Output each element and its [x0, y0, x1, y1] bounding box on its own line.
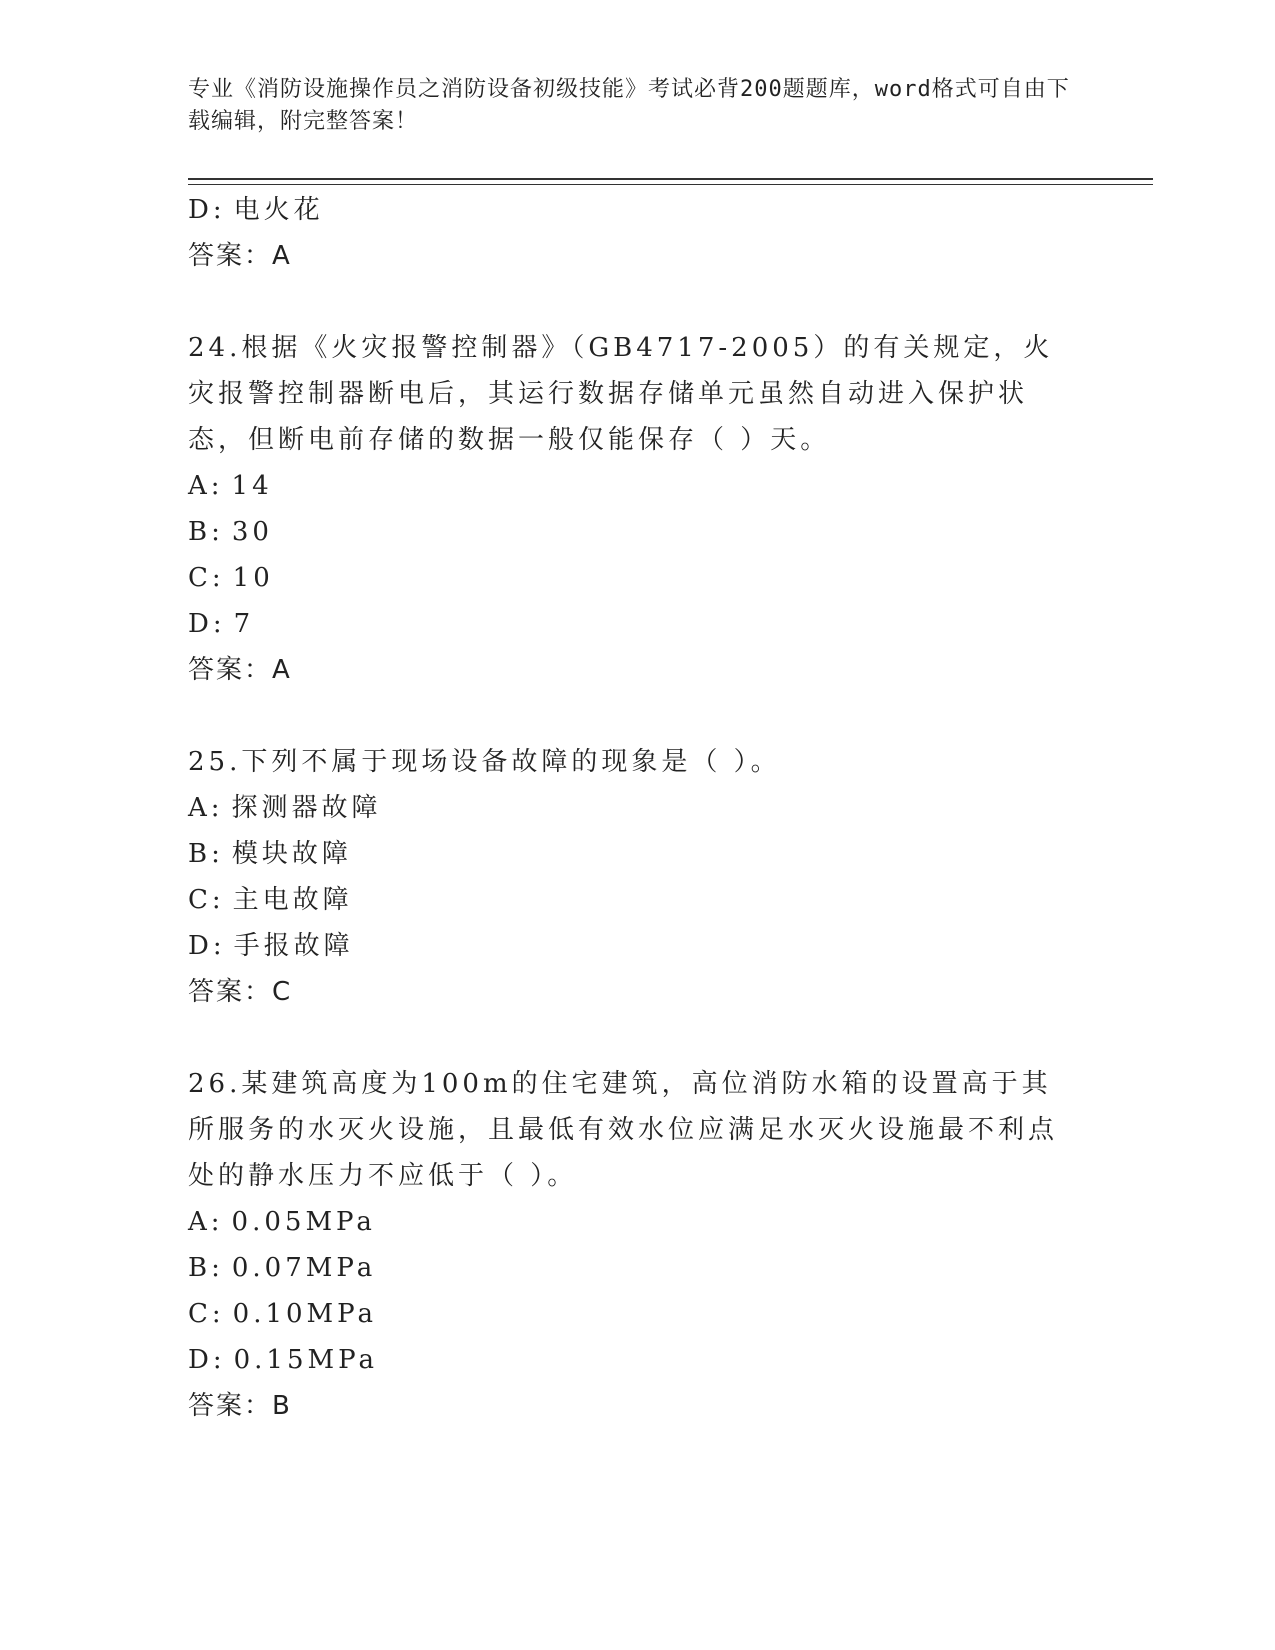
question-stem: 24.根据《火灾报警控制器》（GB4717-2005）的有关规定，火灾报警控制器断电后，其运行数据存储单元虽然自动进入保护状态，但断电前存储的数据一般仅能保存（ ）天。: [188, 333, 1054, 455]
option-text: 0.05MPa: [231, 1207, 376, 1237]
option-text: 30: [231, 517, 273, 547]
continuation-option-d: [188, 187, 1068, 233]
option-key: D:: [188, 1345, 226, 1375]
spacer: [188, 279, 1068, 325]
option-key: D:: [188, 609, 226, 639]
question-answer: 答案：A: [188, 655, 292, 685]
option-key: D:: [188, 931, 226, 961]
header-rule-thick: [188, 178, 1153, 180]
option-key: B:: [188, 1253, 224, 1283]
option-d: [188, 923, 1068, 969]
continuation-answer: 答案：A: [188, 241, 292, 271]
option-c: [188, 1291, 1068, 1337]
question-26: [188, 1061, 1068, 1429]
option-key: C:: [188, 563, 225, 593]
option-c: [188, 555, 1068, 601]
option-c: [188, 877, 1068, 923]
option-key: D:: [188, 195, 226, 225]
spacer: [188, 1015, 1068, 1061]
document-header: 专业《消防设施操作员之消防设备初级技能》考试必背200题题库，word格式可自由下载编辑，附完整答案！: [188, 77, 1070, 134]
option-key: B:: [188, 517, 224, 547]
option-d: [188, 1337, 1068, 1383]
option-a: [188, 1199, 1068, 1245]
spacer: [188, 693, 1068, 739]
option-text: 探测器故障: [231, 793, 382, 823]
option-b: [188, 509, 1068, 555]
option-text: 7: [233, 609, 255, 639]
question-content: [188, 187, 1068, 1429]
option-text: 0.10MPa: [232, 1299, 377, 1329]
option-text: 10: [232, 563, 274, 593]
option-text: 0.07MPa: [231, 1253, 377, 1283]
option-b: [188, 1245, 1068, 1291]
option-text: 模块故障: [231, 839, 352, 869]
option-a: [188, 463, 1068, 509]
question-25: [188, 739, 1068, 1015]
option-text: 0.15MPa: [233, 1345, 378, 1375]
option-text: 14: [231, 471, 273, 501]
question-24: [188, 325, 1068, 693]
option-d: [188, 601, 1068, 647]
option-key: C:: [188, 1299, 225, 1329]
option-b: [188, 831, 1068, 877]
option-key: A:: [188, 1207, 224, 1237]
option-text: 手报故障: [233, 931, 354, 961]
option-a: [188, 785, 1068, 831]
header-rule-thin: [188, 184, 1153, 185]
question-answer: 答案：C: [188, 977, 293, 1007]
question-stem: 25.下列不属于现场设备故障的现象是（ ）。: [188, 747, 781, 777]
option-text: 主电故障: [232, 885, 353, 915]
option-text: 电火花: [233, 195, 324, 225]
question-stem: 26.某建筑高度为100m的住宅建筑，高位消防水箱的设置高于其所服务的水灭火设施，且最低有效水位应满足水灭火设施最不利点处的静水压力不应低于（ ）。: [188, 1069, 1059, 1191]
option-key: A:: [188, 471, 224, 501]
option-key: C:: [188, 885, 225, 915]
option-key: B:: [188, 839, 224, 869]
option-key: A:: [188, 793, 224, 823]
question-answer: 答案：B: [188, 1391, 292, 1421]
